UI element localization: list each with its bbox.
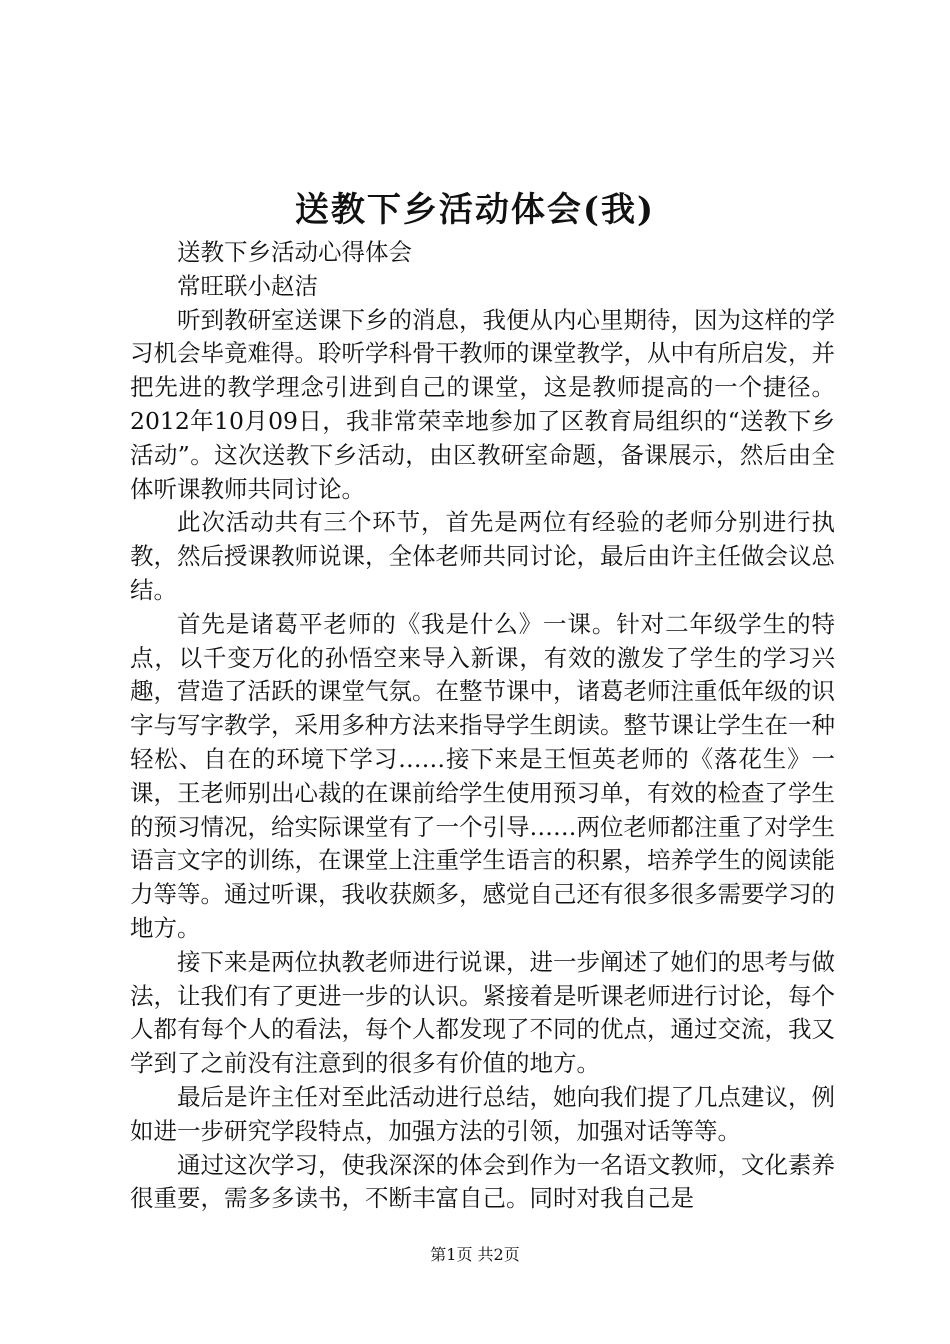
author-line: 常旺联小赵洁 — [177, 271, 318, 300]
paragraph: 首先是诸葛平老师的《我是什么》一课。针对二年级学生的特点，以千变万化的孙悟空来导入新课，有效的激发了学生的学习兴趣，营造了活跃的课堂气氛。在整节课中，诸葛老师注重低年级的识字与写字教学，采用多种方法来指导学生朗读。整节课让学生在一种轻松、自在的环境下学习……接下来是王恒英老师的《落花生》一课，王老师别出心裁的在课前给学生使用预习单，有效的检查了学生的预习情况，给实际课堂有了一个引导……两位老师都注重了对学生语言文字的训练，在课堂上注重学生语言的积累，培养学生的阅读能力等等。通过听课，我收获颇多，感觉自己还有很多很多需要学习的地方。 — [130, 609, 835, 942]
paragraph: 此次活动共有三个环节，首先是两位有经验的老师分别进行执教，然后授课教师说课，全体老师共同讨论，最后由许主任做会议总结。 — [130, 508, 835, 604]
page-number-footer: 第1页 共2页 — [430, 1245, 520, 1264]
paragraph: 接下来是两位执教老师进行说课，进一步阐述了她们的思考与做法，让我们有了更进一步的认识。紧接着是听课老师进行讨论，每个人都有每个人的看法，每个人都发现了不同的优点，通过交流，我又学到了之前没有注意到的很多有价值的地方。 — [130, 947, 835, 1078]
subtitle: 送教下乡活动心得体会 — [177, 238, 412, 266]
paragraph: 最后是许主任对至此活动进行总结，她向我们提了几点建议，例如进一步研究学段特点，加强方法的引领，加强对话等等。 — [130, 1082, 835, 1145]
document-body — [130, 236, 835, 1216]
paragraph: 听到教研室送课下乡的消息，我便从内心里期待，因为这样的学习机会毕竟难得。聆听学科骨干教师的课堂教学，从中有所启发，并把先进的教学理念引进到自己的课堂，这是教师提高的一个捷径。2012年10月09日，我非常荣幸地参加了区教育局组织的“送教下乡活动”。这次送教下乡活动，由区教研室命题，备课展示，然后由全体听课教师共同讨论。 — [130, 305, 835, 503]
paragraph: 通过这次学习，使我深深的体会到作为一名语文教师，文化素养很重要，需多多读书，不断丰富自己。同时对我自己是 — [130, 1150, 835, 1213]
document-title: 送教下乡活动体会(我) — [294, 190, 656, 230]
